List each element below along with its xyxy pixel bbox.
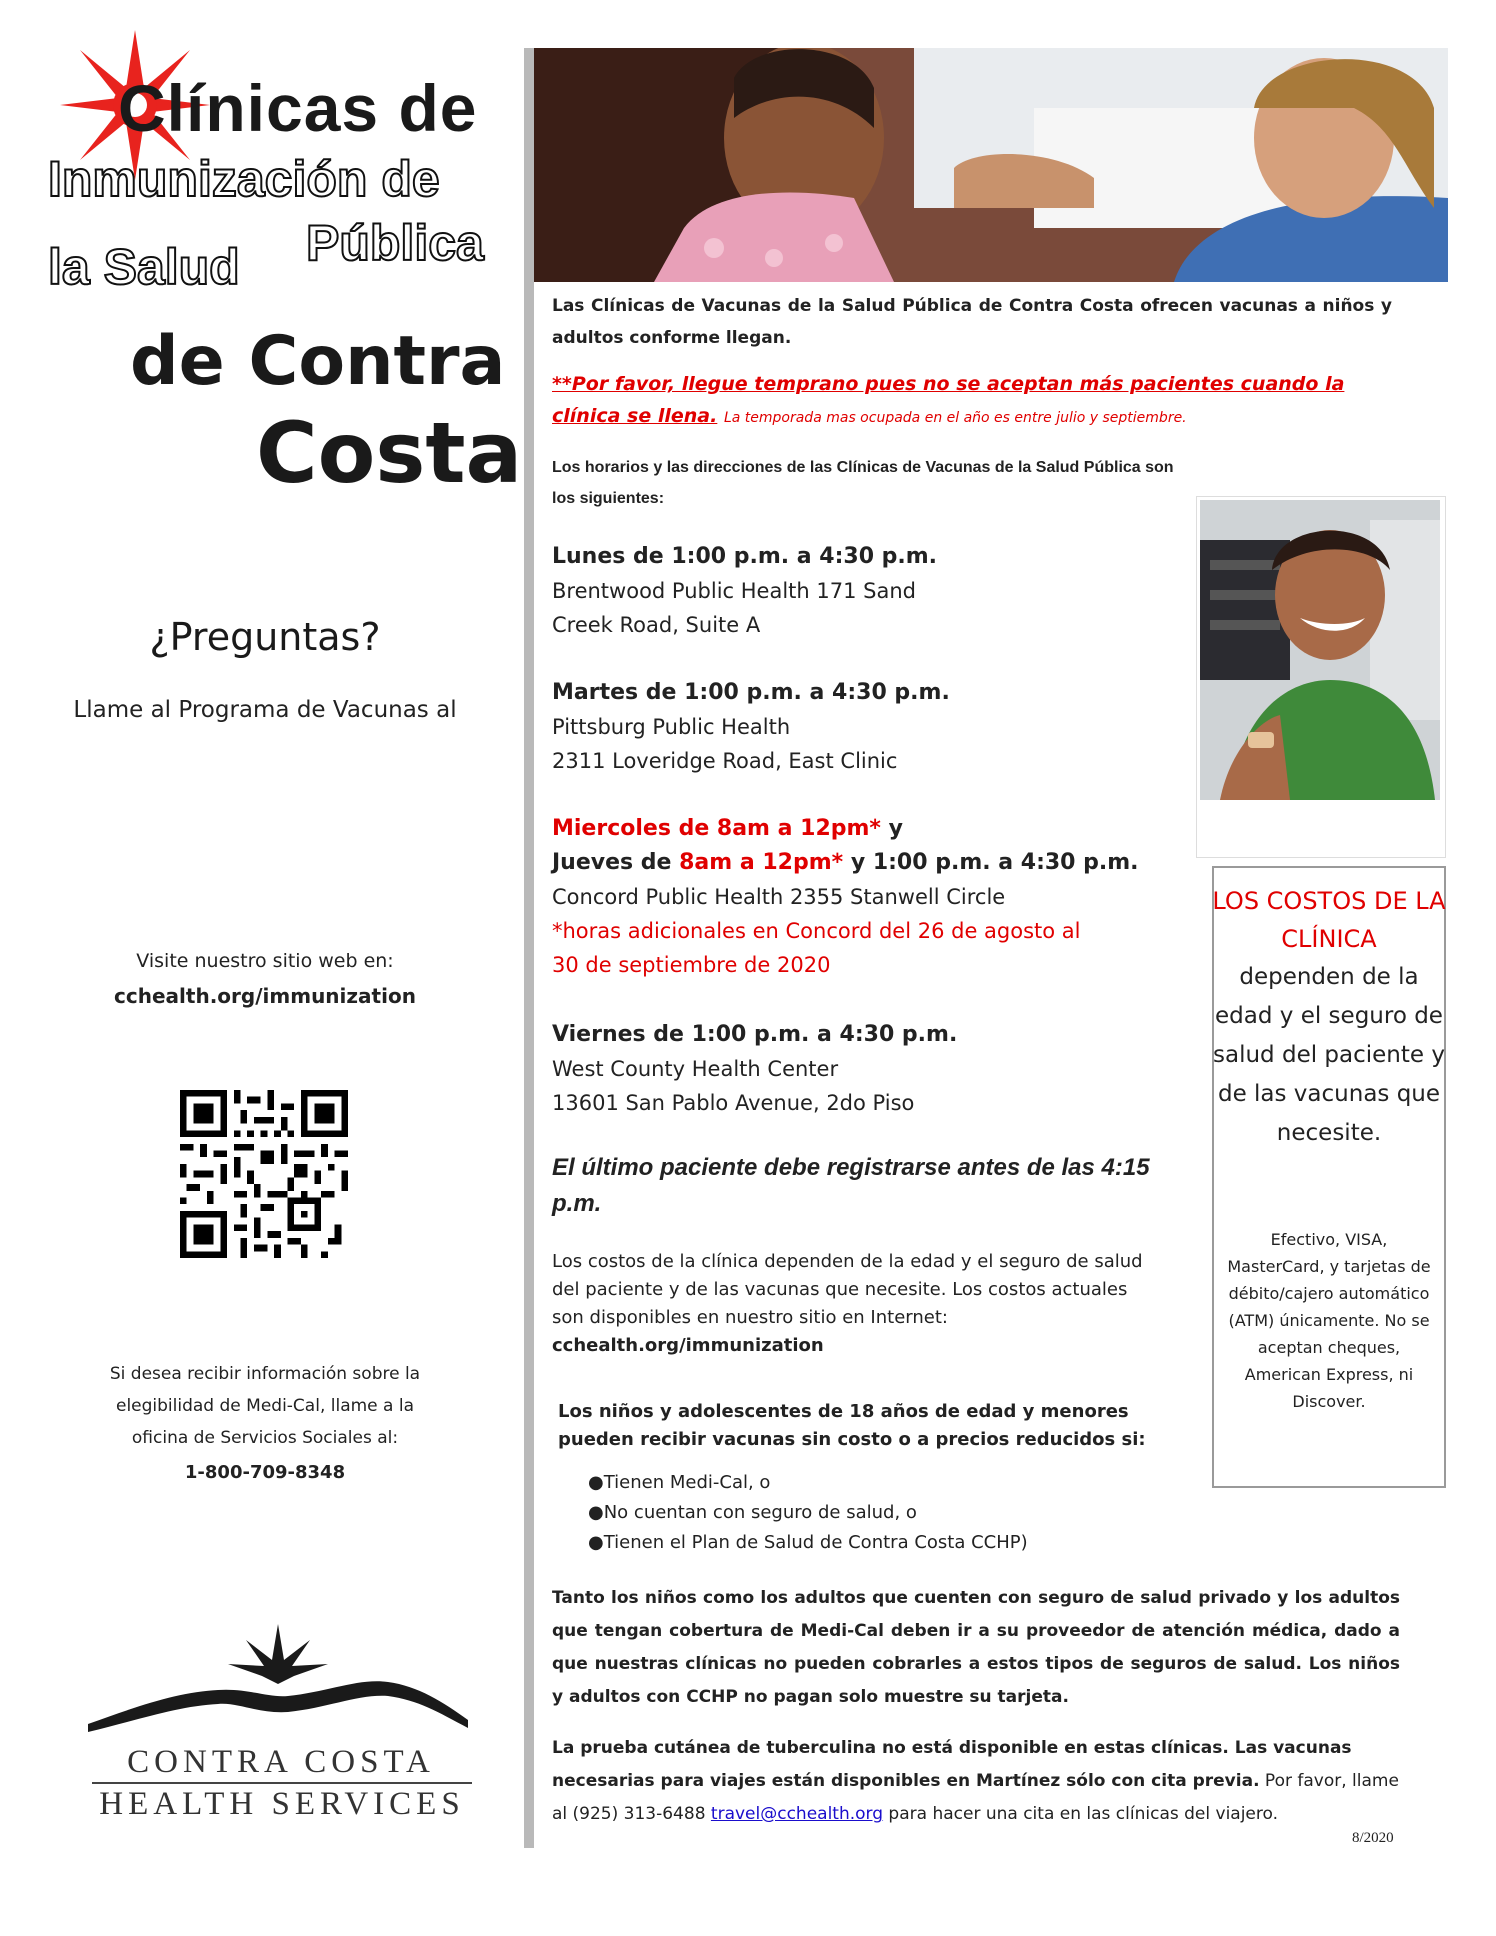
medi-cal-phone: 1-800-709-8348 bbox=[184, 1462, 346, 1483]
qr-code[interactable] bbox=[180, 1090, 348, 1258]
logo-text-line-1: CONTRA COSTA bbox=[127, 1744, 435, 1780]
list-item: ●Tienen Medi-Cal, o bbox=[588, 1472, 771, 1493]
questions-heading: ¿Preguntas? bbox=[149, 615, 381, 659]
travel-email-link[interactable]: travel@cchealth.org bbox=[710, 1804, 884, 1824]
warning-text: **Por favor, llegue temprano pues no se aceptan más pacientes cuando la clínica se llena. La temporada mas ocupada en el año es entre julio y septiembre. bbox=[552, 373, 1345, 427]
title-line-2: Inmunización de bbox=[48, 151, 440, 207]
costs-box-body: dependen de la edad y el seguro de salud del paciente y de las vacunas que necesite. bbox=[1213, 964, 1445, 1146]
costs-link[interactable]: cchealth.org/immunization bbox=[552, 1335, 824, 1356]
title-line-3b: Pública bbox=[306, 215, 484, 271]
list-item: ●No cuentan con seguro de salud, o bbox=[588, 1502, 917, 1523]
medi-cal-info: Si desea recibir información sobre la elegibilidad de Medi-Cal, llame a la oficina de Servicios Sociales al: bbox=[109, 1364, 421, 1448]
tb-travel-text: La prueba cutánea de tuberculina no está disponible en estas clínicas. Las vacunas necesarias para viajes están disponibles en Martínez sólo con cita previa. Por favor, llame al (925) 313-6488 travel@cchealth.org para hacer una cita en las clínicas del viajero. bbox=[552, 1738, 1399, 1824]
costs-text: Los costos de la clínica dependen de la edad y el seguro de salud del paciente y de las vacunas que necesite. Los costos actuales son disponibles en nuestro sitio en Internet: cchealth.org/immunization bbox=[552, 1251, 1143, 1356]
call-text: Llame al Programa de Vacunas al bbox=[73, 697, 457, 723]
title-line-4: de Contra bbox=[130, 322, 506, 401]
boy-photo bbox=[1200, 500, 1440, 800]
title-line-5: Costa bbox=[256, 404, 523, 502]
schedule-tuesday: Martes de 1:00 p.m. a 4:30 p.m. Pittsburg Public Health 2311 Loveridge Road, East Clinic bbox=[552, 680, 950, 773]
list-item: ●Tienen el Plan de Salud de Contra Costa CCHP) bbox=[588, 1532, 1028, 1553]
vaccination-photo bbox=[534, 48, 1448, 282]
last-patient-note: El último paciente debe registrarse antes de las 4:15 p.m. bbox=[552, 1154, 1150, 1217]
schedule-monday: Lunes de 1:00 p.m. a 4:30 p.m. Brentwood Public Health 171 Sand Creek Road, Suite A bbox=[552, 544, 938, 637]
title-line-1: Clínicas de bbox=[118, 71, 478, 145]
schedule-intro: Los horarios y las direcciones de las Clínicas de Vacunas de la Salud Pública son los siguientes: bbox=[552, 459, 1174, 507]
website-link[interactable]: cchealth.org/immunization bbox=[114, 984, 416, 1008]
title-line-3a: la Salud bbox=[48, 239, 240, 295]
visit-text: Visite nuestro sitio web en: bbox=[136, 950, 394, 972]
costs-box-heading: LOS COSTOS DE LA CLÍNICA bbox=[1212, 887, 1446, 953]
payment-methods: Efectivo, VISA, MasterCard, y tarjetas de débito/cajero automático (ATM) únicamente. No se aceptan cheques, American Express, ni Discover. bbox=[1227, 1230, 1431, 1411]
schedule-friday: Viernes de 1:00 p.m. a 4:30 p.m. West County Health Center 13601 San Pablo Avenue, 2do Piso bbox=[552, 1022, 958, 1115]
intro-text: Las Clínicas de Vacunas de la Salud Pública de Contra Costa ofrecen vacunas a niños y adultos conforme llegan. bbox=[552, 296, 1392, 348]
logo-text-line-2: HEALTH SERVICES bbox=[92, 1782, 472, 1823]
date-label: 8/2020 bbox=[1352, 1830, 1394, 1846]
insurance-text: Tanto los niños como los adultos que cuenten con seguro de salud privado y los adultos que tengan cobertura de Medi-Cal deben ir a su proveedor de atención médica, dado a que nuestras clínicas no pueden cobrarles a estos tipos de seguros de salud. Los niños y adultos con CCHP no pagan solo muestre su tarjeta. bbox=[552, 1588, 1400, 1707]
schedule-wed-thu: Miercoles de 8am a 12pm* y Jueves de 8am a 12pm* y 1:00 p.m. a 4:30 p.m. Concord Public Health 2355 Stanwell Circle *horas adicionales en Concord del 26 de agosto al 30 de septiembre de 2020 bbox=[552, 816, 1139, 977]
children-eligibility: Los niños y adolescentes de 18 años de edad y menores pueden recibir vacunas sin costo o a precios reducidos si: bbox=[558, 1401, 1146, 1450]
contra-costa-logo bbox=[88, 1620, 468, 1740]
column-divider bbox=[524, 48, 534, 1848]
